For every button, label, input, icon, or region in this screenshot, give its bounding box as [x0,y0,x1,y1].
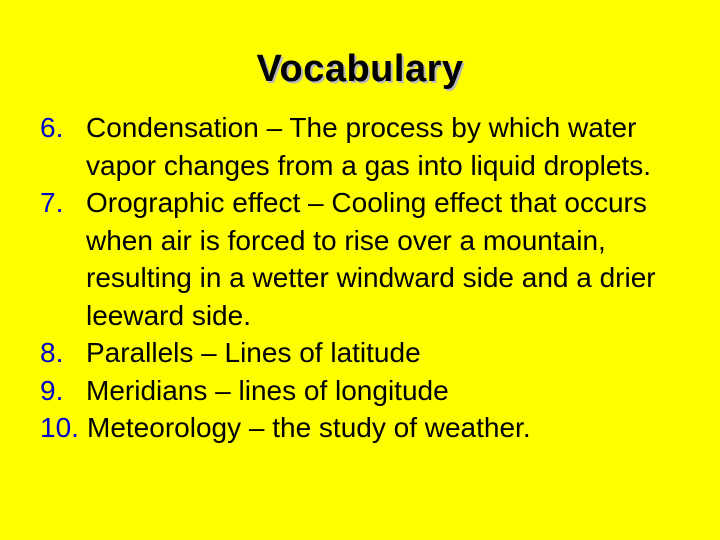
item-number: 6. [40,112,64,143]
vocabulary-list [40,109,700,447]
item-definition: Condensation – The process by which water vapor changes from a gas into liquid droplets. [86,112,651,181]
slide-title: Vocabulary [256,48,464,90]
item-number: 7. [40,187,64,218]
item-definition: Meridians – lines of longitude [86,374,449,406]
list-item [40,109,700,184]
item-number: 10. [40,412,79,443]
item-number: 9. [40,374,64,406]
list-item [40,409,700,447]
list-item [40,372,700,410]
item-definition: Meteorology – the study of weather. [87,412,531,443]
list-item [40,184,700,334]
item-definition: Orographic effect – Cooling effect that occurs when air is forced to rise over a mountain, resulting in a wetter windward side and a drier leeward side. [86,187,656,331]
item-definition: Parallels – Lines of latitude [86,337,421,368]
list-item [40,334,700,372]
item-number: 8. [40,337,64,368]
